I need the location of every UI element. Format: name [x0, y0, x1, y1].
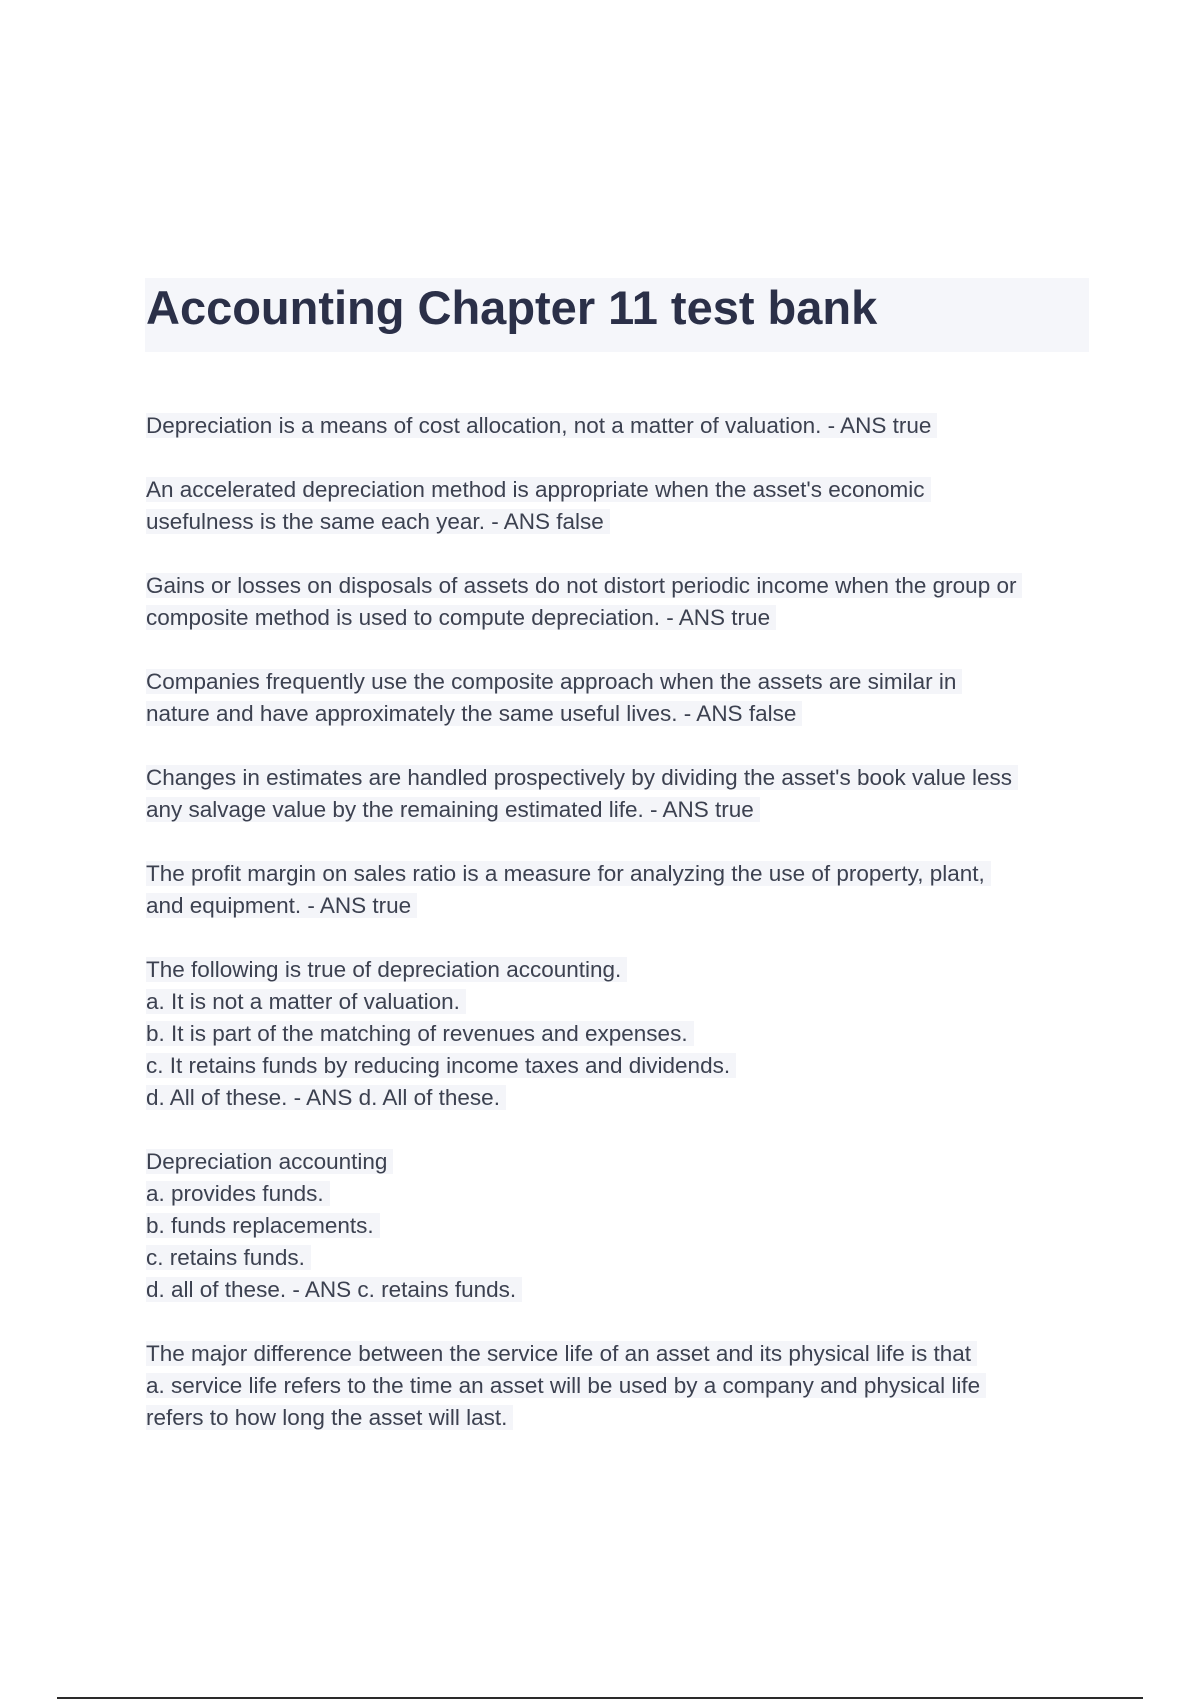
question-option: c. retains funds.: [146, 1242, 1096, 1274]
question-line: any salvage value by the remaining estimated life. - ANS true: [146, 794, 1096, 826]
question-line: The profit margin on sales ratio is a measure for analyzing the use of property, plant,: [146, 858, 1096, 890]
question-line: composite method is used to compute depreciation. - ANS true: [146, 602, 1096, 634]
question-item: [146, 762, 1096, 826]
footer-divider: [57, 1697, 1143, 1699]
document-title: Accounting Chapter 11 test bank: [146, 281, 878, 334]
question-line: The following is true of depreciation accounting.: [146, 954, 1096, 986]
question-option: refers to how long the asset will last.: [146, 1402, 1096, 1434]
question-item: [146, 1146, 1096, 1306]
question-line: Depreciation is a means of cost allocation, not a matter of valuation. - ANS true: [146, 410, 1096, 442]
question-option: a. provides funds.: [146, 1178, 1096, 1210]
question-line: usefulness is the same each year. - ANS false: [146, 506, 1096, 538]
question-item: [146, 570, 1096, 634]
question-item: [146, 666, 1096, 730]
question-option: a. service life refers to the time an asset will be used by a company and physical life: [146, 1370, 1096, 1402]
question-option: d. All of these. - ANS d. All of these.: [146, 1082, 1096, 1114]
question-line: Gains or losses on disposals of assets do not distort periodic income when the group or: [146, 570, 1096, 602]
question-item: [146, 474, 1096, 538]
question-item: [146, 858, 1096, 922]
question-line: and equipment. - ANS true: [146, 890, 1096, 922]
question-option: b. funds replacements.: [146, 1210, 1096, 1242]
question-line: Companies frequently use the composite approach when the assets are similar in: [146, 666, 1096, 698]
question-list: [146, 410, 1096, 1466]
question-line: An accelerated depreciation method is appropriate when the asset's economic: [146, 474, 1096, 506]
question-line: The major difference between the service life of an asset and its physical life is that: [146, 1338, 1096, 1370]
question-line: Depreciation accounting: [146, 1146, 1096, 1178]
question-item: [146, 954, 1096, 1114]
question-item: [146, 1338, 1096, 1434]
question-option: a. It is not a matter of valuation.: [146, 986, 1096, 1018]
question-option: b. It is part of the matching of revenues and expenses.: [146, 1018, 1096, 1050]
question-option: d. all of these. - ANS c. retains funds.: [146, 1274, 1096, 1306]
question-option: c. It retains funds by reducing income taxes and dividends.: [146, 1050, 1096, 1082]
question-item: [146, 410, 1096, 442]
question-line: nature and have approximately the same useful lives. - ANS false: [146, 698, 1096, 730]
question-line: Changes in estimates are handled prospectively by dividing the asset's book value less: [146, 762, 1096, 794]
